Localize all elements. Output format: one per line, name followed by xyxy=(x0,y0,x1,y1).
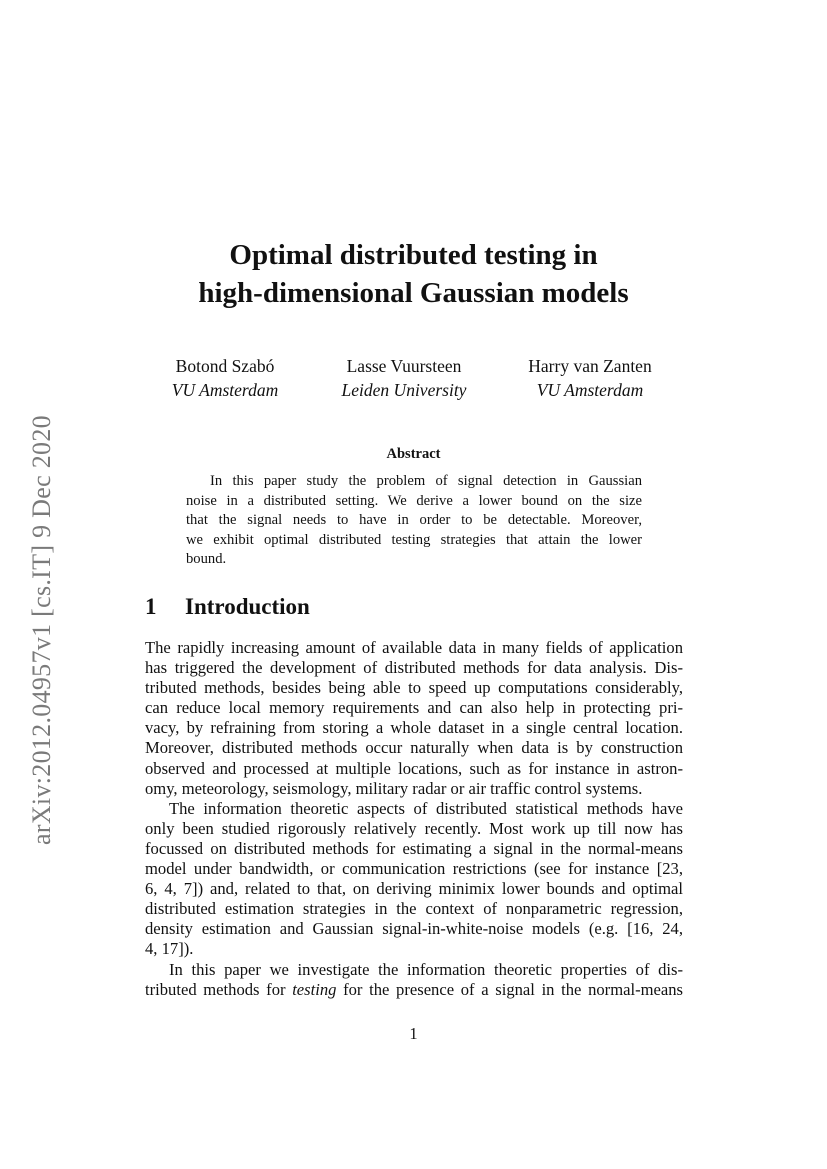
text-line: focussed on distributed methods for estimating a signal in the normal-means xyxy=(145,838,683,858)
author-affiliation: Leiden University xyxy=(341,380,467,400)
text-line: has triggered the development of distributed methods for data analysis. Dis- xyxy=(145,658,683,678)
section-heading xyxy=(145,594,310,620)
emphasized-word: testing xyxy=(292,979,337,999)
author-block xyxy=(140,354,310,402)
text-span: tributed methods for xyxy=(145,979,293,999)
text-line: observed and processed at multiple locations, such as for instance in astron- xyxy=(145,758,683,778)
author-name: Lasse Vuursteen xyxy=(346,356,462,376)
text-line: omy, meteorology, seismology, military radar or air traffic control systems. xyxy=(145,778,643,798)
author-affiliation: VU Amsterdam xyxy=(536,380,644,400)
abstract-line: we exhibit optimal distributed testing strategies that attain the lower xyxy=(186,531,642,548)
text-line: can reduce local memory requirements and can also help in protecting pri- xyxy=(145,698,683,718)
abstract-line: that the signal needs to have in order to be detectable. Moreover, xyxy=(186,512,642,529)
abstract-body xyxy=(186,472,642,570)
text-line: The rapidly increasing amount of available data in many fields of application xyxy=(145,638,683,657)
abstract-line: bound. xyxy=(186,551,227,568)
text-line xyxy=(145,980,683,1000)
text-line: only been studied rigorously relatively recently. Most work up till now has xyxy=(145,818,683,838)
title-line: Optimal distributed testing in xyxy=(229,239,598,271)
text-span: for the presence of a signal in the normal-means xyxy=(336,979,683,999)
author-name: Botond Szabó xyxy=(175,356,275,376)
body-text xyxy=(145,638,683,1000)
author-block xyxy=(505,354,675,402)
abstract-line: In this paper study the problem of signal detection in Gaussian xyxy=(210,473,642,489)
text-line: density estimation and Gaussian signal-in-white-noise models (e.g. [16, 24, xyxy=(145,919,683,939)
text-line: Moreover, distributed methods occur naturally when data is by construction xyxy=(145,738,683,758)
author-block xyxy=(318,354,490,402)
paragraph xyxy=(145,799,683,960)
paper-title xyxy=(0,236,827,312)
text-line: 4, 17]). xyxy=(145,939,194,959)
text-line: vacy, by refraining from storing a whole dataset in a single central location. xyxy=(145,718,683,738)
section-title: Introduction xyxy=(185,594,310,619)
text-line: tributed methods, besides being able to speed up computations considerably, xyxy=(145,678,683,698)
arxiv-identifier-stamp: arXiv:2012.04957v1 [cs.IT] 9 Dec 2020 xyxy=(27,415,56,845)
text-line: The information theoretic aspects of distributed statistical methods have xyxy=(169,798,683,818)
author-affiliation: VU Amsterdam xyxy=(171,380,279,400)
text-line: 6, 4, 7]) and, related to that, on deriving minimix lower bounds and optimal xyxy=(145,879,683,899)
title-line: high-dimensional Gaussian models xyxy=(198,277,629,309)
section-number: 1 xyxy=(145,594,157,619)
paragraph xyxy=(145,638,683,799)
text-line: distributed estimation strategies in the context of nonparametric regression, xyxy=(145,899,683,919)
text-line: model under bandwidth, or communication restrictions (see for instance [23, xyxy=(145,859,683,879)
page-number: 1 xyxy=(409,1024,418,1043)
abstract-line: noise in a distributed setting. We derive a lower bound on the size xyxy=(186,492,642,509)
author-name: Harry van Zanten xyxy=(528,356,652,376)
abstract-heading: Abstract xyxy=(386,446,441,462)
text-line: In this paper we investigate the information theoretic properties of dis- xyxy=(169,959,683,979)
paragraph xyxy=(145,960,683,1000)
